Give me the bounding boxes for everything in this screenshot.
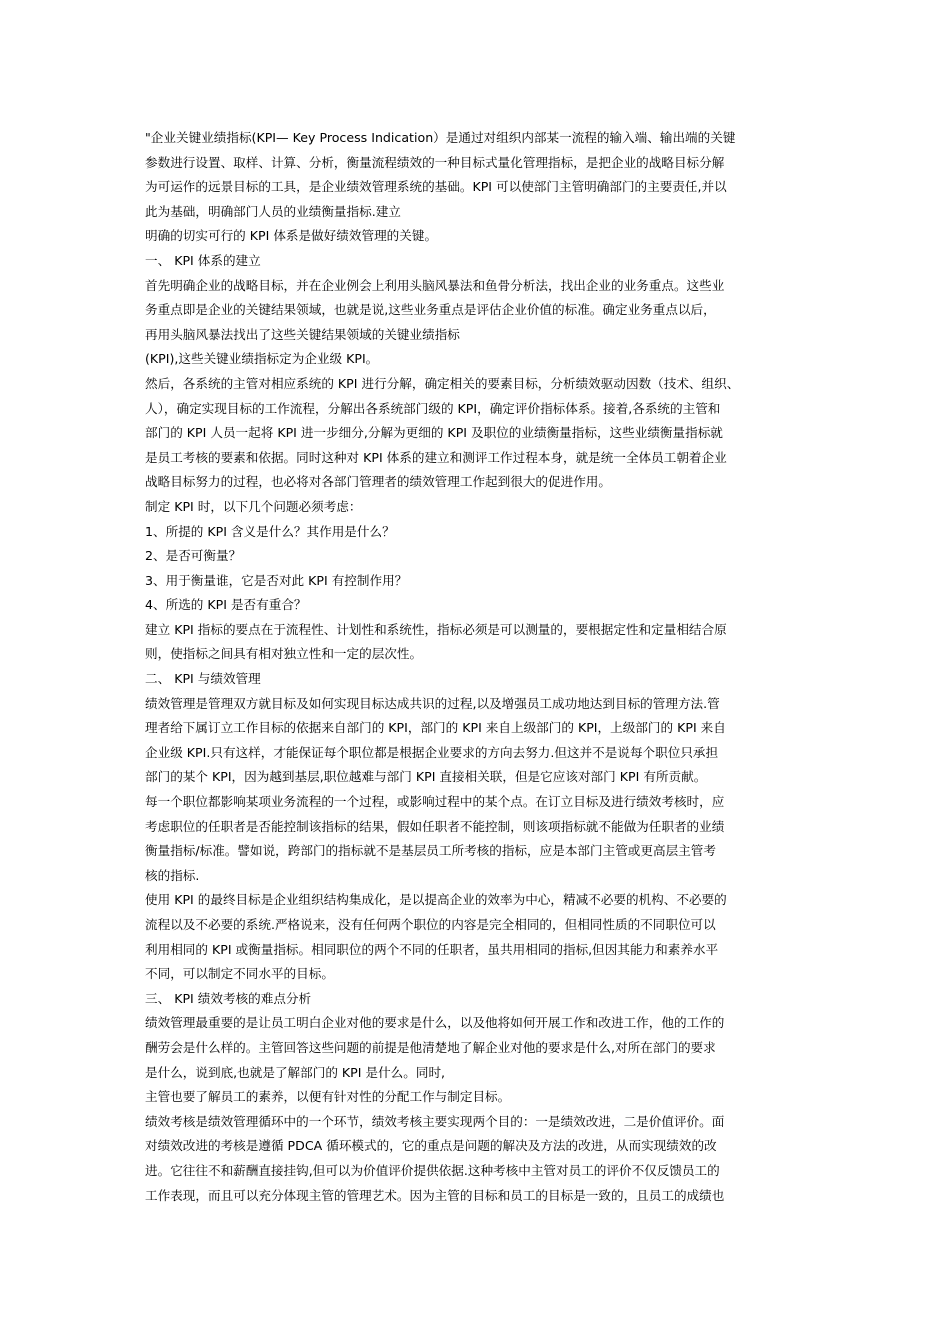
text-line: 使用 KPI 的最终目标是企业组织结构集成化，是以提高企业的效率为中心，精减不必要的机构、不必要的	[145, 892, 727, 908]
text-line: 绩效管理最重要的是让员工明白企业对他的要求是什么，以及他将如何开展工作和改进工作，他的工作的	[145, 1015, 725, 1031]
text-line: 部门的 KPI 人员一起将 KPI 进一步细分,分解为更细的 KPI 及职位的业绩衡量指标，这些业绩衡量指标就	[145, 425, 723, 441]
text-line: 考虑职位的任职者是否能控制该指标的结果，假如任职者不能控制，则该项指标就不能做为任职者的业绩	[145, 818, 725, 834]
text-line: 建立 KPI 指标的要点在于流程性、计划性和系统性，指标必须是可以测量的，要根据定性和定量相结合原	[145, 621, 727, 637]
text-line: 战略目标努力的过程，也必将对各部门管理者的绩效管理工作起到很大的促进作用。	[145, 474, 611, 490]
text-line: 是什么，说到底,也就是了解部门的 KPI 是什么。同时,	[145, 1064, 446, 1080]
text-line: 主管也要了解员工的素养，以便有针对性的分配工作与制定目标。	[145, 1089, 511, 1105]
text-line: 是员工考核的要素和依据。同时这种对 KPI 体系的建立和测评工作过程本身，就是统一全体员工朝着企业	[145, 449, 727, 465]
text-line: 人），确定实现目标的工作流程，分解出各系统部门级的 KPI，确定评价指标体系。接着,各系统的主管和	[145, 400, 721, 416]
text-line: 进。它往往不和薪酬直接挂钩,但可以为价值评价提供依据.这种考核中主管对员工的评价不仅反馈员工的	[145, 1162, 720, 1178]
text-line: 绩效考核是绩效管理循环中的一个环节，绩效考核主要实现两个目的：一是绩效改进，二是价值评价。面	[145, 1113, 725, 1129]
text-line: 对绩效改进的考核是遵循 PDCA 循环模式的，它的重点是问题的解决及方法的改进，从而实现绩效的改	[145, 1138, 717, 1154]
text-line: 衡量指标/标准。譬如说，跨部门的指标就不是基层员工所考核的指标，应是本部门主管或更高层主管考	[145, 843, 716, 859]
text-line: 参数进行设置、取样、计算、分析，衡量流程绩效的一种目标式量化管理指标，是把企业的战略目标分解	[145, 154, 725, 170]
text-line: 核的指标.	[145, 867, 200, 883]
text-line: 利用相同的 KPI 或衡量指标。相同职位的两个不同的任职者，虽共用相同的指标,但因其能力和素养水平	[145, 941, 719, 957]
text-line: 则，使指标之间具有相对独立性和一定的层次性。	[145, 646, 423, 662]
text-line: 每一个职位都影响某项业务流程的一个过程，或影响过程中的某个点。在订立目标及进行绩效考核时，应	[145, 794, 725, 810]
text-line: 为可运作的远景目标的工具，是企业绩效管理系统的基础。KPI 可以使部门主管明确部门的主要责任,并以	[145, 179, 727, 195]
text-line: 不同，可以制定不同水平的目标。	[145, 966, 334, 982]
text-line: 明确的切实可行的 KPI 体系是做好绩效管理的关键。	[145, 228, 438, 244]
text-line: 一、 KPI 体系的建立	[145, 252, 261, 268]
text-line: 2、是否可衡量？	[145, 548, 242, 564]
text-line: "企业关键业绩指标(KPI— Key Process Indication）是通过对组织内部某一流程的输入端、输出端的关键	[145, 130, 736, 145]
text-line: 此为基础，明确部门人员的业绩衡量指标.建立	[145, 203, 401, 219]
text-line: 三、 KPI 绩效考核的难点分析	[145, 990, 312, 1006]
text-line: 企业级 KPI.只有这样，才能保证每个职位都是根据企业要求的方向去努力.但这并不是说每个职位只承担	[145, 744, 719, 760]
text-line: 然后，各系统的主管对相应系统的 KPI 进行分解，确定相关的要素目标，分析绩效驱动因数（技术、组织、	[145, 375, 740, 391]
text-line: 3、用于衡量谁，它是否对此 KPI 有控制作用？	[145, 572, 408, 588]
text-line: 首先明确企业的战略目标，并在企业例会上利用头脑风暴法和鱼骨分析法，找出企业的业务重点。这些业	[145, 277, 725, 293]
text-line: (KPI),这些关键业绩指标定为企业级 KPI。	[145, 351, 379, 367]
text-line: 绩效管理是管理双方就目标及如何实现目标达成共识的过程,以及增强员工成功地达到目标的管理方法.管	[145, 695, 720, 711]
text-line: 工作表现，而且可以充分体现主管的管理艺术。因为主管的目标和员工的目标是一致的，且员工的成绩也	[145, 1187, 725, 1203]
text-line: 1、所提的 KPI 含义是什么？其作用是什么？	[145, 523, 395, 539]
text-line: 酬劳会是什么样的。主管回答这些问题的前提是他清楚地了解企业对他的要求是什么,对所在部门的要求	[145, 1039, 716, 1055]
text-line: 理者给下属订立工作目标的依据来自部门的 KPI，部门的 KPI 来自上级部门的 KPI，上级部门的 KPI 来自	[145, 720, 726, 736]
text-line: 4、所选的 KPI 是否有重合？	[145, 597, 307, 613]
text-line: 流程以及不必要的系统.严格说来，没有任何两个职位的内容是完全相同的，但相同性质的不同职位可以	[145, 917, 716, 932]
text-line: 制定 KPI 时，以下几个问题必须考虑：	[145, 498, 362, 514]
text-line: 二、 KPI 与绩效管理	[145, 671, 261, 687]
text-line: 务重点即是企业的关键结果领域，也就是说,这些业务重点是评估企业价值的标准。确定业务重点以后，	[145, 302, 716, 318]
text-line: 部门的某个 KPI，因为越到基层,职位越难与部门 KPI 直接相关联，但是它应该对部门 KPI 有所贡献。	[145, 769, 707, 785]
text-line: 再用头脑风暴法找出了这些关键结果领域的关键业绩指标	[145, 326, 460, 342]
document-body	[145, 126, 815, 1208]
